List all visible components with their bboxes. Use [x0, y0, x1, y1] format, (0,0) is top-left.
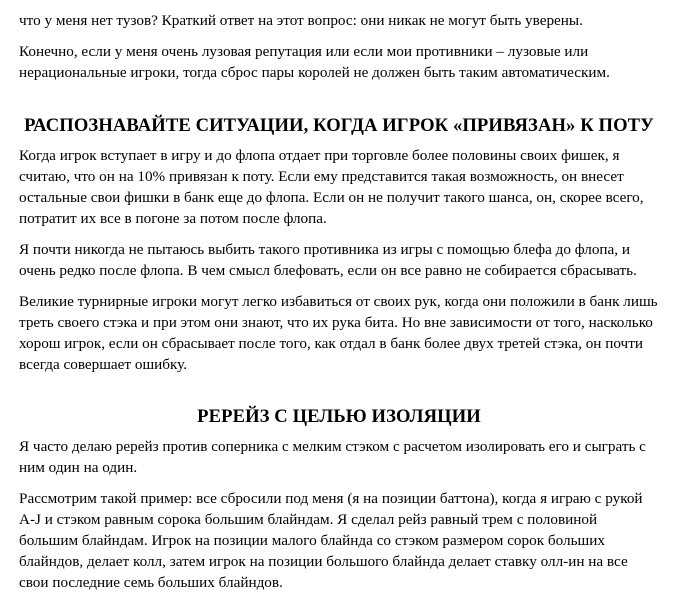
paragraph-reputation: Конечно, если у меня очень лузовая репутация или если мои противники – лузовые или нерациональные игроки, тогда сброс пары королей не должен быть таким автоматическим.	[19, 43, 610, 81]
paragraph-pot-committed-2: Я почти никогда не пытаюсь выбить такого противника из игры с помощью блефа до флопа, и очень редко после флопа. В чем смысл блефовать, если он все равно не собирается сбрасывать.	[19, 241, 637, 279]
paragraph-intro-tail: что у меня нет тузов? Краткий ответ на этот вопрос: они никак не могут быть уверены.	[19, 12, 583, 29]
section-heading-pot-committed: РАСПОЗНАВАЙТЕ СИТУАЦИИ, КОГДА ИГРОК «ПРИВЯЗАН» К ПОТУ	[24, 115, 654, 136]
paragraph-isolation-1: Я часто делаю ререйз против соперника с мелким стэком с расчетом изолировать его и сыграть с ним один на один.	[19, 438, 646, 476]
paragraph-pot-committed-3: Великие турнирные игроки могут легко избавиться от своих рук, когда они положили в банк лишь треть своего стэка и при этом они знают, что их рука бита. Но вне зависимости от того, насколько хорош игрок, если он сбрасывает после того, как отдал в банк более двух третей стэка, он почти всегда совершает ошибку.	[19, 293, 658, 373]
paragraph-pot-committed-1: Когда игрок вступает в игру и до флопа отдает при торговле более половины своих фишек, я считаю, что он на 10% привязан к поту. Если ему представится такая возможность, он внесет остальные свои фишки в банк еще до флопа. Если он не получит такого шанса, он, скорее всего, потратит их все в погоне за потом после флопа.	[19, 147, 644, 227]
section-heading-isolation-reraise: РЕРЕЙЗ С ЦЕЛЬЮ ИЗОЛЯЦИИ	[197, 406, 481, 427]
document-page	[19, 0, 659, 593]
paragraph-isolation-2: Рассмотрим такой пример: все сбросили под меня (я на позиции баттона), когда я играю с рукой A-J и стэком равным сорока большим блайндам. Я сделал рейз равный трем с половиной большим блайндам. Игрок на позиции малого блайнда со стэком размером сорок больших блайндов, делает колл, затем игрок на позиции большого блайнда делает ставку олл-ин на все свои последние семь больших блайндов.	[19, 490, 643, 591]
